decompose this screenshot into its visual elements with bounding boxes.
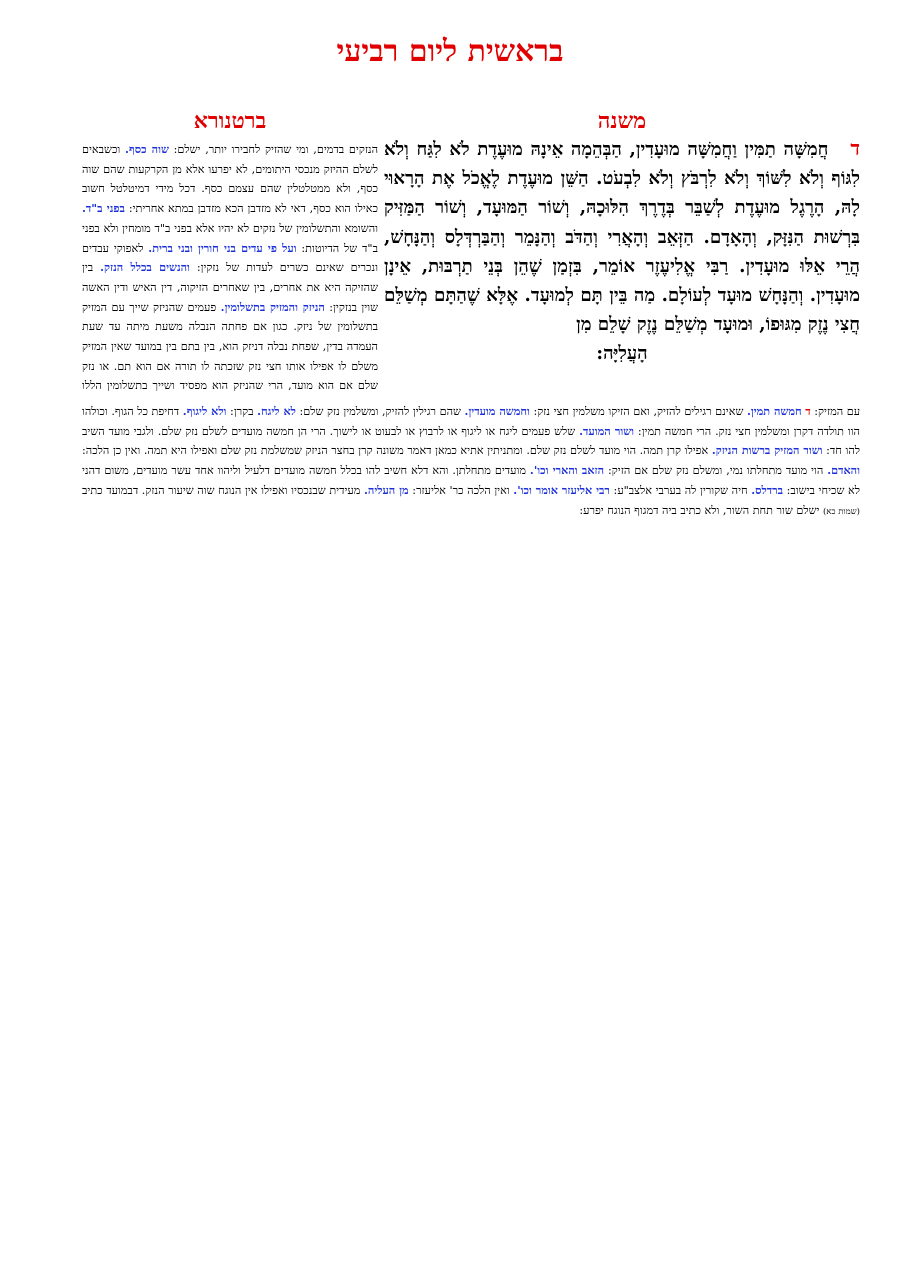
mishna-text: חֲמִשָּׁה תַמִּין וַחֲמִשָּׁה מוּעָדִין, הַבְּהֵמָה אֵינָהּ מוּעֶדֶת לֹא לִגַּח וְלֹא לִגּוֹף וְלֹא לִשּׁוֹךְ וְלֹא לִרְבֹּץ וְלֹא לִבְעֹט. הַשֵּׁן מוּעֶדֶת לֶאֱכֹל אֶת הָרָאוּי לָהּ, הָרֶגֶל מוּעֶדֶת לְשַׁבֵּר בְּדֶרֶךְ הִלּוּכָהּ, וְשׁוֹר הַמּוּעָד, וְשׁוֹר הַמַּזִּיק בִּרְשׁוּת הַנִּזָּק, וְהָאָדָם. הַזְּאֵב וְהָאֲרִי וְהַדֹּב וְהַנָּמֵר וְהַבַּרְדְּלָס וְהַנָּחָשׁ, הֲרֵי אֵלּוּ מוּעָדִין. רַבִּי אֱלִיעֶזֶר אוֹמֵר, בִּזְמַן שֶׁהֵן בְּנֵי תַרְבּוּת, אֵינָן מוּעָדִין. וְהַנָּחָשׁ מוּעָד לְעוֹלָם. מַה בֵּין תָּם לְמוּעָד. אֶלָּא שֶׁהַתָּם מְשַׁלֵּם חֲצִי נֶזֶק מִגּוּפוֹ, וּמוּעָד מְשַׁלֵּם נֶזֶק שָׁלֵם מִן [384, 139, 860, 336]
mishna-number-marker: ד [805, 404, 811, 418]
commentary-heading: ושור המזיק ברשות הניזק. [711, 443, 823, 458]
commentary-heading: חמשה תמין. [746, 404, 802, 418]
commentary-text: עם המזיק: [814, 405, 861, 418]
commentary-heading: ברדלס. [751, 482, 784, 497]
commentary-heading: וחמשה מועדין. [464, 404, 530, 418]
mishna-last-word: הָעֲלִיָּה: [596, 343, 648, 365]
commentary-text: בקרן: [230, 405, 254, 418]
verse-source: (שמות כא) [822, 506, 860, 517]
page-title: בראשית ליום רביעי [336, 34, 564, 69]
commentary-text: חיה שקורין לה בערבי אלצב"ע: [613, 483, 748, 497]
commentary-heading: הזאב והארי וכו'. [529, 463, 605, 478]
commentary-text: הוי מועד מתחלתו נמי, ומשלם נזק שלם אם הזיק: [608, 464, 824, 478]
commentary-heading: רבי אליעזר אומר וכו'. [513, 482, 610, 497]
commentary-heading: בפני ב"ד. [82, 201, 125, 216]
commentary-text: הנזקים בדמים, ומי שהזיק לחבירו יותר, ישלם: [173, 143, 378, 156]
commentary-text: מעידית שבנכסיו ואפילו אין הנוגח שוה שיעור הנזק. דבמועד כתיב [82, 483, 361, 497]
commentary-text: אפילו קרן תמה. הוי מועד לשלם נזק שלם. ומתניתין אתיא כמאן דאמר משונה קרן בחצר הניזק שמשלמת נזק שלם ואפילו היא תמה. ואין כן הלכה: [82, 444, 709, 458]
commentary-text: ישלם שור תחת השור, ולא כתיב ביה דמגוף הנוגח יפרע: [579, 503, 820, 517]
mishna-number: ד [850, 136, 860, 160]
commentary-text: והשומא והתשלומין של נזקים לא יהיו אלא בפני ב"ד מומחין ולא בפני ב"ד של הדיוטות: [82, 221, 378, 255]
bartenura-heading: ברטנורא [193, 108, 267, 134]
commentary-heading: שוה כסף. [125, 142, 169, 156]
commentary-text: בין שהזיקה היא את אחרים, בין שאחרים הזיקוה, דין האיש ודין האשה שוין בנזקין: [82, 261, 378, 314]
commentary-text: פעמים שהניזק שייך עם המזיק בתשלומין של ניזק. כגון אם פחתה הנבלה משעת מיתה עד שעת העמדה בדין, שפחת נבלה דניזק הוא, בין בתם בין במועד שאין המזיק משלם לו אפילו אותו חצי נזק שזכתה לו תורה אם הוא תם. או נזק שלם אם הוא מועד, הרי שהניזק הוא מפסיד ושייך בתשלומין הללו [82, 300, 378, 393]
mishna-heading: משנה [597, 108, 647, 134]
commentary-heading: הניזק והמזיק בתשלומין. [220, 299, 325, 314]
commentary-heading: והאדם. [827, 463, 860, 478]
commentary-text: שאינם רגילים להזיק, ואם הזיקו משלמין חצי נזק: [533, 405, 744, 418]
commentary-heading: ושור המועד. [579, 423, 635, 438]
bartenura-full-width [82, 402, 860, 522]
mishna-text-block [384, 134, 860, 369]
commentary-text: שלש פעמים ליגח או ליגוף או לרבוץ או לבעוט או לישוך. הרי הן חמשה מועדים לשלם נזק שלם. ולגבי מועד השיב להו חד: [82, 424, 861, 458]
commentary-heading: ולא ליגוף. [182, 404, 227, 418]
commentary-heading: והנשים בכלל הנזק. [100, 260, 190, 275]
commentary-text: מועדים מתחלתן. והא דלא חשיב להו בכלל חמשה מועדים דלעיל וליהוו אחד עשר מועדים, משום דהני לא שכיחי בישוב: [82, 464, 860, 497]
commentary-heading: ועל פי עדים בני חורין ובני ברית. [148, 240, 297, 255]
commentary-heading: לא ליגח. [257, 404, 296, 418]
bartenura-column [82, 140, 378, 396]
commentary-text: וכשבאים לשלם ההיזק מנכסי היתומים, לא יפרעו אלא מן הקרקעות שהם שוה כסף, ולא ממטלטלין שהם עצמם כסף. דכל מידי דמיטלטל חשוב כאילו הוא כסף, דאי לא מזדבן הכא מזדבן במתא אחריתי: [82, 143, 378, 216]
commentary-heading: מן העליה. [363, 482, 409, 497]
commentary-text: ואין הלכה כר' אליעזר: [412, 483, 510, 497]
commentary-text: דחיפת כל הגוף. וכולהו הוו תולדה דקרן ומשלמין חצי נזק. הרי חמשה תמין: [82, 405, 860, 438]
commentary-text: לאפוקי עבדים ונכרים שאינם כשרים לעדות של נזקין: [82, 241, 378, 275]
commentary-text: שהם רגילין להזיק, ומשלמין נזק שלם: [299, 405, 461, 418]
